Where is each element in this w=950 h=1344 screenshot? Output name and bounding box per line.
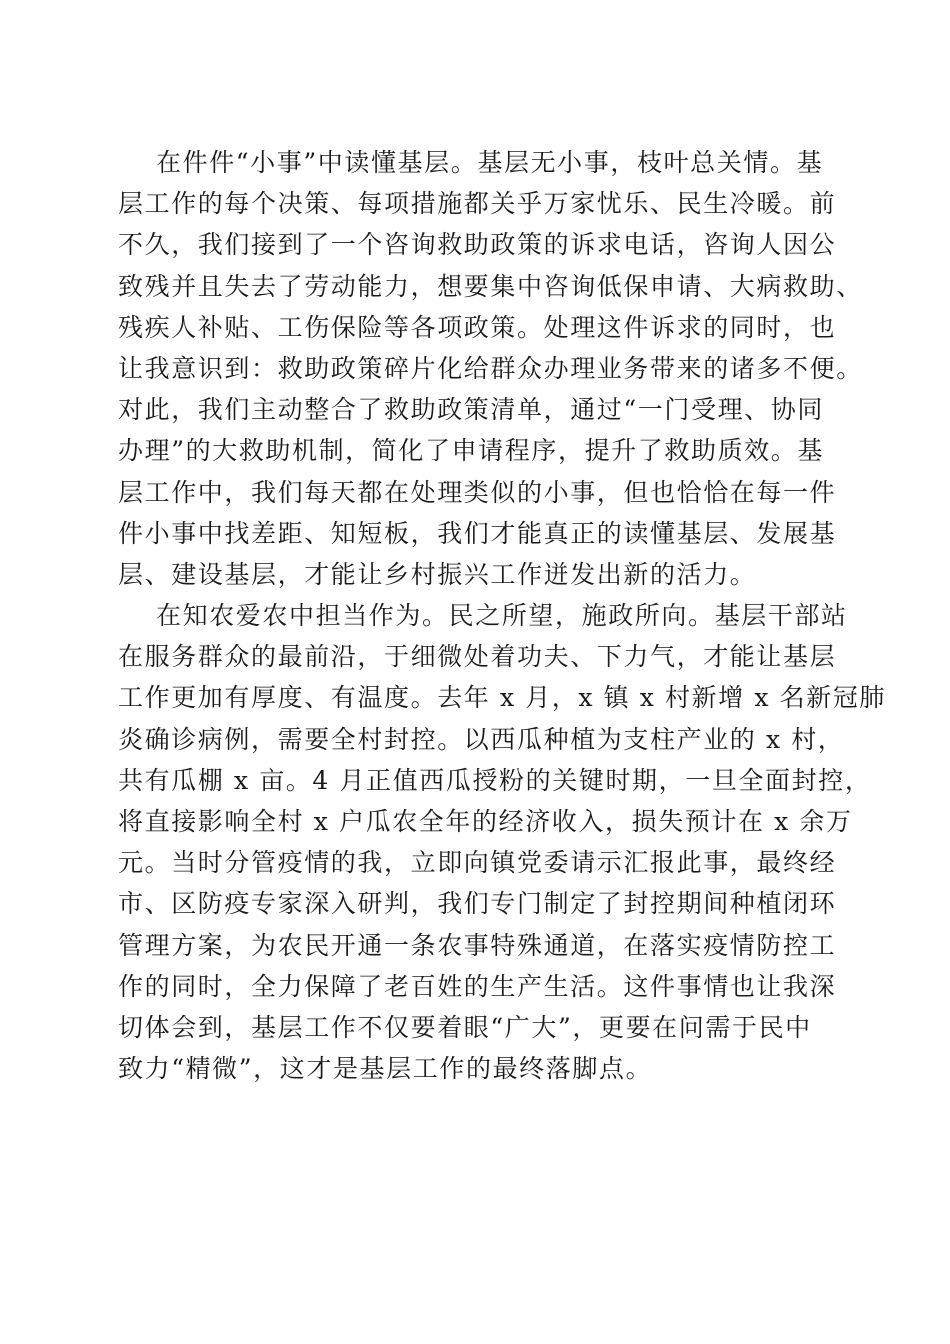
paragraph-line: 对此，我们主动整合了救助政策清单，通过“一门受理、协同 <box>118 395 824 425</box>
paragraph-line: 让我意识到：救助政策碎片化给群众办理业务带来的诸多不便。 <box>118 353 863 383</box>
paragraph-line: 层、建设基层，才能让乡村振兴工作迸发出新的活力。 <box>118 559 757 589</box>
paragraph-line: 将直接影响全村 x 户瓜农全年的经济收入，损失预计在 x 余万 <box>118 807 853 836</box>
paragraph-line: 在服务群众的最前沿，于细微处着功夫、下力气，才能让基层 <box>118 642 837 672</box>
paragraph-line: 共有瓜棚 x 亩。4 月正值西瓜授粉的关键时期，一旦全面封控， <box>118 765 872 795</box>
paragraph-line: 管理方案，为农民开通一条农事特殊通道，在落实疫情防控工 <box>118 930 837 960</box>
paragraph-small-matters <box>118 142 863 595</box>
paragraph-line: 作的同时，全力保障了老百姓的生产生活。这件事情也让我深 <box>118 971 837 1001</box>
paragraph-line: 在知农爱农中担当作为。民之所望，施政所向。基层干部站 <box>156 601 848 631</box>
document-body <box>118 142 887 1089</box>
paragraph-line: 元。当时分管疫情的我，立即向镇党委请示汇报此事，最终经 <box>118 848 837 878</box>
paragraph-line: 工作更加有厚度、有温度。去年 x 月，x 镇 x 村新增 x 名新冠肺 <box>118 683 887 713</box>
paragraph-agriculture <box>118 595 887 1089</box>
paragraph-line: 件小事中找差距、知短板，我们才能真正的读懂基层、发展基 <box>118 518 837 548</box>
paragraph-line: 残疾人补贴、工伤保险等各项政策。处理这件诉求的同时，也 <box>118 312 837 342</box>
paragraph-line: 致残并且失去了劳动能力，想要集中咨询低保申请、大病救助、 <box>118 271 863 301</box>
paragraph-line: 办理”的大救助机制，简化了申请程序，提升了救助质效。基 <box>118 436 824 466</box>
paragraph-line: 不久，我们接到了一个咨询救助政策的诉求电话，咨询人因公 <box>118 230 837 260</box>
paragraph-line: 层工作的每个决策、每项措施都关乎万家忧乐、民生冷暖。前 <box>118 189 837 219</box>
paragraph-line: 在件件“小事”中读懂基层。基层无小事，枝叶总关情。基 <box>156 148 824 177</box>
paragraph-line: 炎确诊病例，需要全村封控。以西瓜种植为支柱产业的 x 村， <box>118 724 845 754</box>
paragraph-line: 层工作中，我们每天都在处理类似的小事，但也恰恰在每一件 <box>118 477 837 507</box>
paragraph-line: 切体会到，基层工作不仅要着眼“广大”，更要在问需于民中 <box>118 1012 812 1042</box>
paragraph-line: 市、区防疫专家深入研判，我们专门制定了封控期间种植闭环 <box>118 889 837 919</box>
paragraph-line: 致力“精微”，这才是基层工作的最终落脚点。 <box>118 1054 653 1084</box>
